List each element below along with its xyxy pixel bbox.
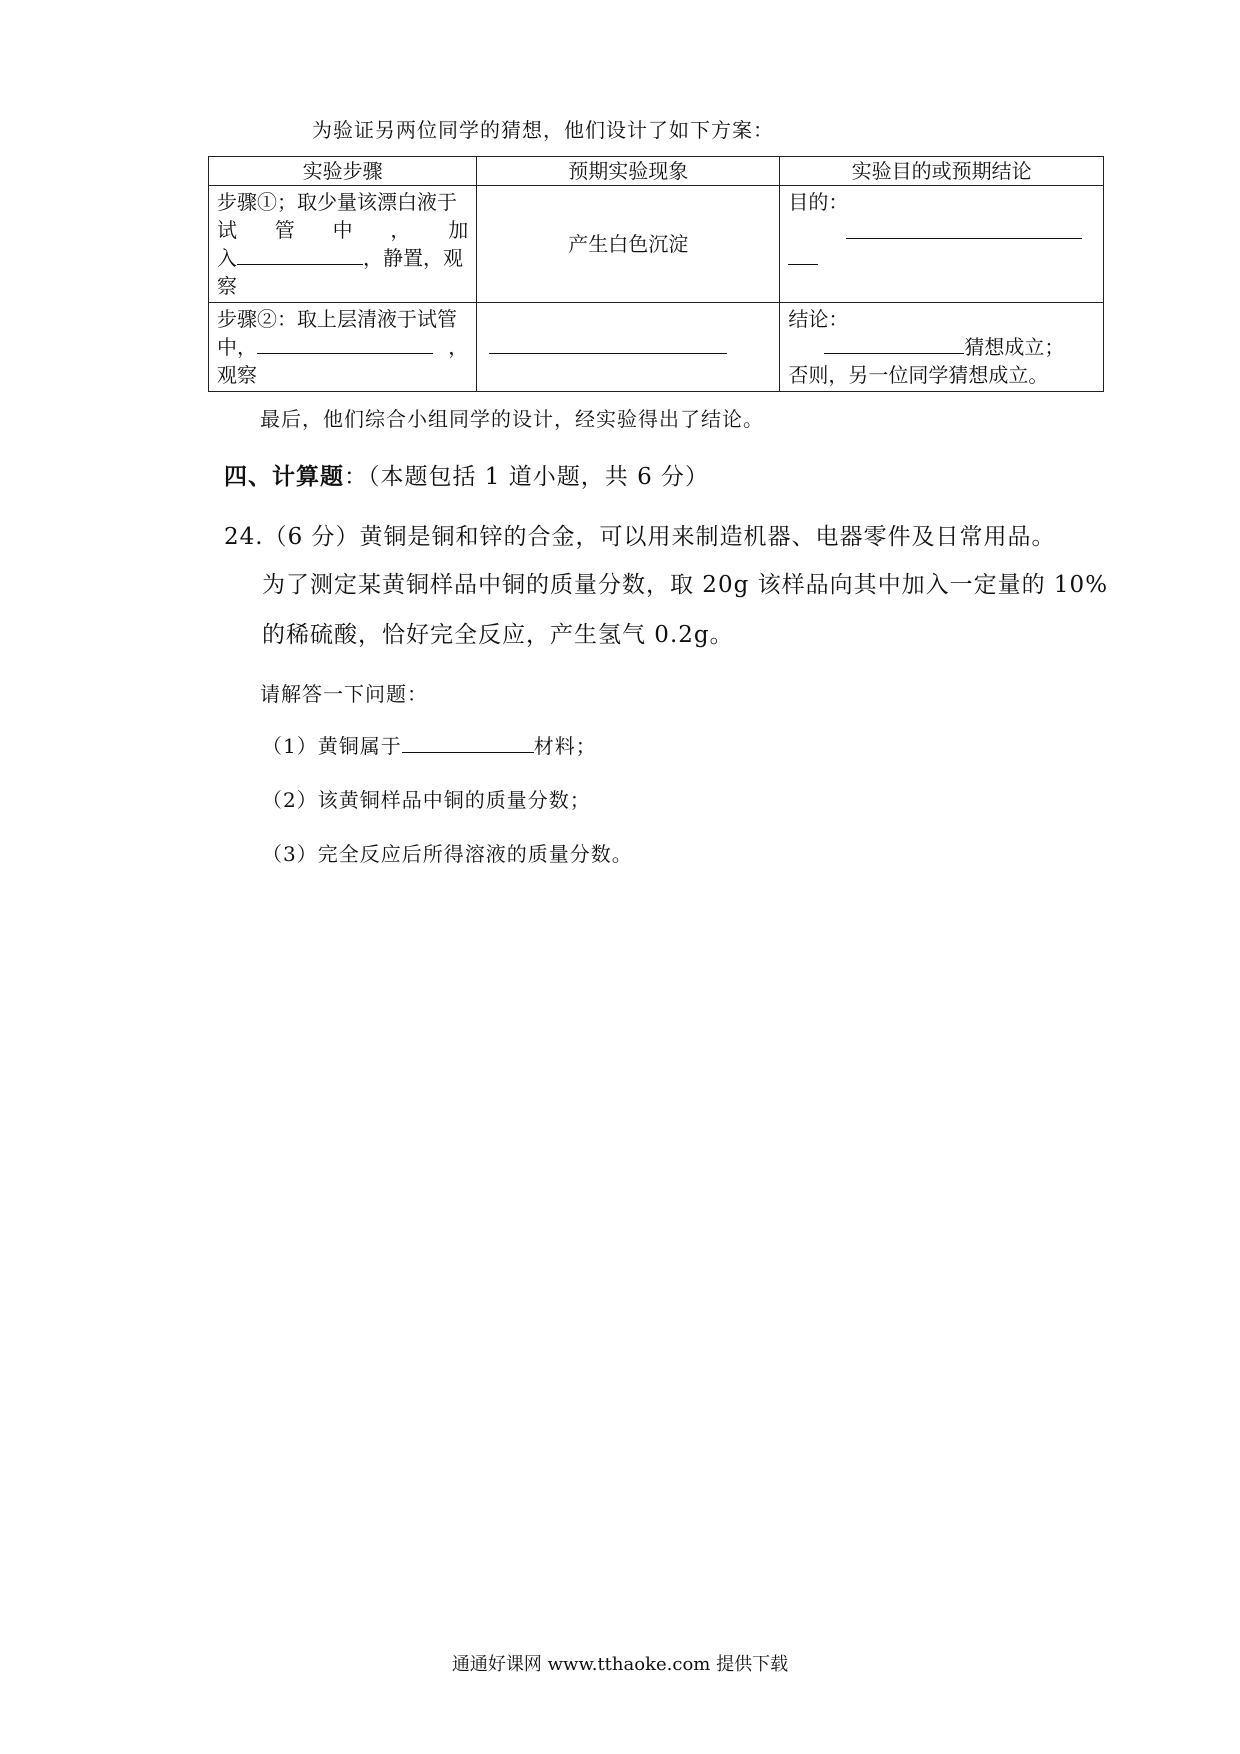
question24-ask: 请解答一下问题： xyxy=(260,682,428,706)
header-conclusion: 实验目的或预期结论 xyxy=(780,157,1104,186)
reagent-blank[interactable] xyxy=(237,244,363,265)
experiment-table xyxy=(208,156,1104,392)
step1-char: 中 xyxy=(332,218,353,242)
step1-line4: 察 xyxy=(217,274,237,298)
footer-text: 通通好课网 www.tthaoke.com 提供下载 xyxy=(451,1654,789,1675)
step2-line2 xyxy=(217,333,468,361)
step2-line2-prefix: 中， xyxy=(217,335,257,359)
purpose-label: 目的： xyxy=(788,190,849,214)
conclusion-suffix: 猜想成立； xyxy=(964,335,1065,359)
final-sentence: 最后，他们综合小组同学的设计，经实验得出了结论。 xyxy=(260,407,764,431)
section-title: 四、计算题 xyxy=(224,464,344,490)
phenomenon2-blank[interactable] xyxy=(489,333,727,354)
step1-line3 xyxy=(217,244,468,272)
purpose-blank[interactable] xyxy=(846,218,1082,239)
question24-line3: 的稀硫酸，恰好完全反应，产生氢气 0.2g。 xyxy=(262,622,734,648)
step1-char: 试 xyxy=(217,218,237,242)
phenomenon2-cell xyxy=(477,303,780,392)
table-row xyxy=(209,303,1104,392)
header-phenomenon: 预期实验现象 xyxy=(477,157,780,186)
purpose-blank-tail[interactable] xyxy=(788,244,818,265)
header-steps: 实验步骤 xyxy=(209,157,477,186)
phenomenon1-cell xyxy=(477,186,780,303)
step1-char: ， xyxy=(390,218,411,242)
section-note: ：（本题包括 1 道小题，共 6 分） xyxy=(344,464,710,490)
conclusion-label: 结论： xyxy=(788,307,849,331)
step1-line1: 步骤①；取少量该漂白液于 xyxy=(217,190,457,214)
step1-line3-suffix: ，静置，观 xyxy=(363,246,463,270)
question24-line1: 24.（6 分）黄铜是铜和锌的合金，可以用来制造机器、电器零件及日常用品。 xyxy=(224,524,1056,550)
intro-text: 为验证另两位同学的猜想，他们设计了如下方案： xyxy=(312,118,774,142)
step1-char: 管 xyxy=(274,218,295,242)
material-blank[interactable] xyxy=(402,732,534,753)
step2-line1: 步骤②：取上层清液于试管 xyxy=(217,307,457,331)
subquestion-1-prefix: （1）黄铜属于 xyxy=(262,734,402,758)
step2-cell xyxy=(209,303,477,392)
purpose-cell xyxy=(780,186,1104,303)
conclusion-cell xyxy=(780,303,1104,392)
table-header-row xyxy=(209,157,1104,186)
step2-line2-suffix: ， xyxy=(448,335,469,359)
subquestion-2: （2）该黄铜样品中铜的质量分数； xyxy=(262,788,591,812)
step2-line3: 观察 xyxy=(217,363,257,387)
step2-blank[interactable] xyxy=(257,333,433,354)
step1-line3-prefix: 入 xyxy=(217,246,237,270)
step1-line2 xyxy=(217,216,468,244)
step1-char: 加 xyxy=(448,218,469,242)
phenomenon1-text: 产生白色沉淀 xyxy=(568,232,689,256)
subquestion-3: （3）完全反应后所得溶液的质量分数。 xyxy=(262,842,633,866)
step1-cell xyxy=(209,186,477,303)
section-heading xyxy=(224,458,709,491)
subquestion-1 xyxy=(262,730,597,759)
conclusion-line3: 否则，另一位同学猜想成立。 xyxy=(788,363,1049,387)
conclusion-blank[interactable] xyxy=(824,333,964,354)
subquestion-1-suffix: 材料； xyxy=(533,734,597,758)
table-row xyxy=(209,186,1104,303)
question24-line2: 为了测定某黄铜样品中铜的质量分数，取 20g 该样品向其中加入一定量的 10% xyxy=(262,572,1109,598)
